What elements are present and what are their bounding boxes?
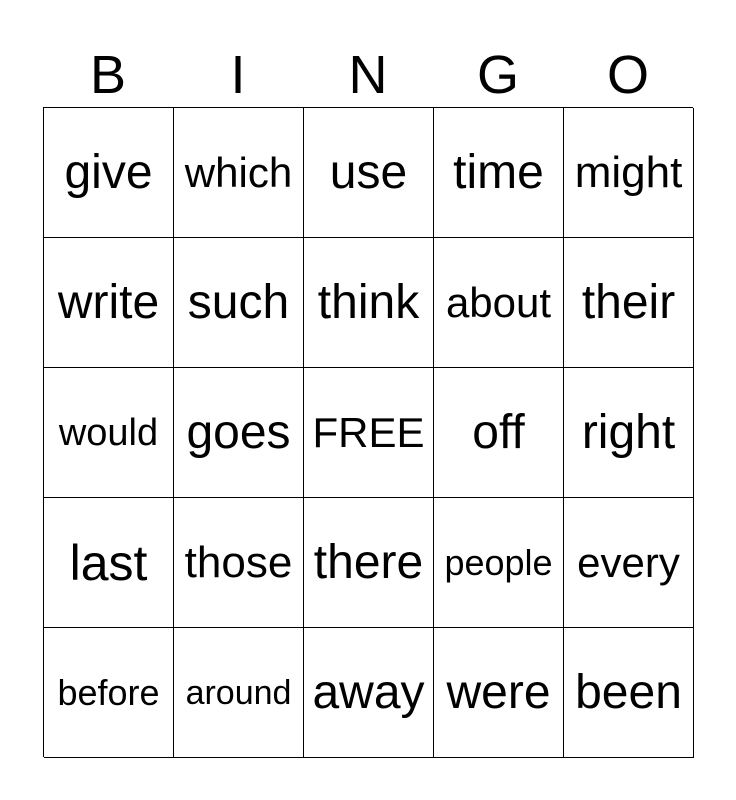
- free-space-label: FREE: [312, 408, 425, 456]
- bingo-cell-r1-c1: [44, 108, 174, 238]
- bingo-cell-r2-c2: [174, 238, 304, 368]
- cell-word: those: [184, 537, 293, 587]
- cell-word: been: [575, 665, 682, 719]
- cell-word: were: [446, 665, 551, 719]
- bingo-cell-r4-c3: [304, 498, 434, 628]
- cell-word: around: [185, 673, 292, 712]
- bingo-cell-r1-c5: [564, 108, 694, 238]
- bingo-cell-r2-c1: [44, 238, 174, 368]
- bingo-board: [43, 107, 693, 757]
- cell-word: there: [313, 535, 424, 589]
- cell-word: before: [57, 671, 160, 713]
- bingo-cell-r1-c4: [434, 108, 564, 238]
- cell-word: such: [187, 275, 290, 329]
- cell-word: would: [58, 411, 159, 454]
- cell-word: right: [581, 405, 676, 459]
- bingo-cell-r4-c4: [434, 498, 564, 628]
- cell-word: time: [453, 145, 544, 199]
- bingo-cell-r5-c1: [44, 628, 174, 758]
- cell-word: last: [69, 534, 148, 591]
- bingo-cell-r3-c2: [174, 368, 304, 498]
- cell-word: people: [444, 541, 553, 583]
- bingo-cell-r2-c4: [434, 238, 564, 368]
- bingo-cell-r1-c3: [304, 108, 434, 238]
- cell-word: give: [64, 145, 153, 199]
- bingo-cell-r5-c2: [174, 628, 304, 758]
- header-letter-n: N: [348, 45, 388, 105]
- cell-word: might: [574, 147, 683, 197]
- bingo-cell-r4-c5: [564, 498, 694, 628]
- cell-word: write: [57, 275, 160, 329]
- header-letter-g: G: [476, 45, 519, 105]
- bingo-cell-r2-c3: [304, 238, 434, 368]
- bingo-cell-r3-c4: [434, 368, 564, 498]
- cell-word: about: [445, 278, 552, 326]
- bingo-header: [43, 44, 693, 106]
- bingo-cell-r3-c5: [564, 368, 694, 498]
- bingo-cell-r4-c2: [174, 498, 304, 628]
- bingo-cell-r5-c3: [304, 628, 434, 758]
- bingo-cell-r4-c1: [44, 498, 174, 628]
- header-letter-i: I: [230, 45, 246, 105]
- cell-word: think: [317, 275, 420, 329]
- cell-word: away: [312, 665, 425, 719]
- cell-word: their: [581, 275, 676, 329]
- bingo-cell-r1-c2: [174, 108, 304, 238]
- bingo-cell-r5-c4: [434, 628, 564, 758]
- header-letter-o: O: [606, 45, 649, 105]
- cell-word: which: [184, 148, 293, 196]
- cell-word: use: [329, 145, 408, 199]
- bingo-cell-free-space: [304, 368, 434, 498]
- cell-word: every: [577, 538, 680, 586]
- bingo-cell-r2-c5: [564, 238, 694, 368]
- bingo-cell-r5-c5: [564, 628, 694, 758]
- header-letter-b: B: [89, 45, 127, 105]
- bingo-cell-r3-c1: [44, 368, 174, 498]
- cell-word: goes: [186, 405, 291, 459]
- cell-word: off: [472, 405, 525, 459]
